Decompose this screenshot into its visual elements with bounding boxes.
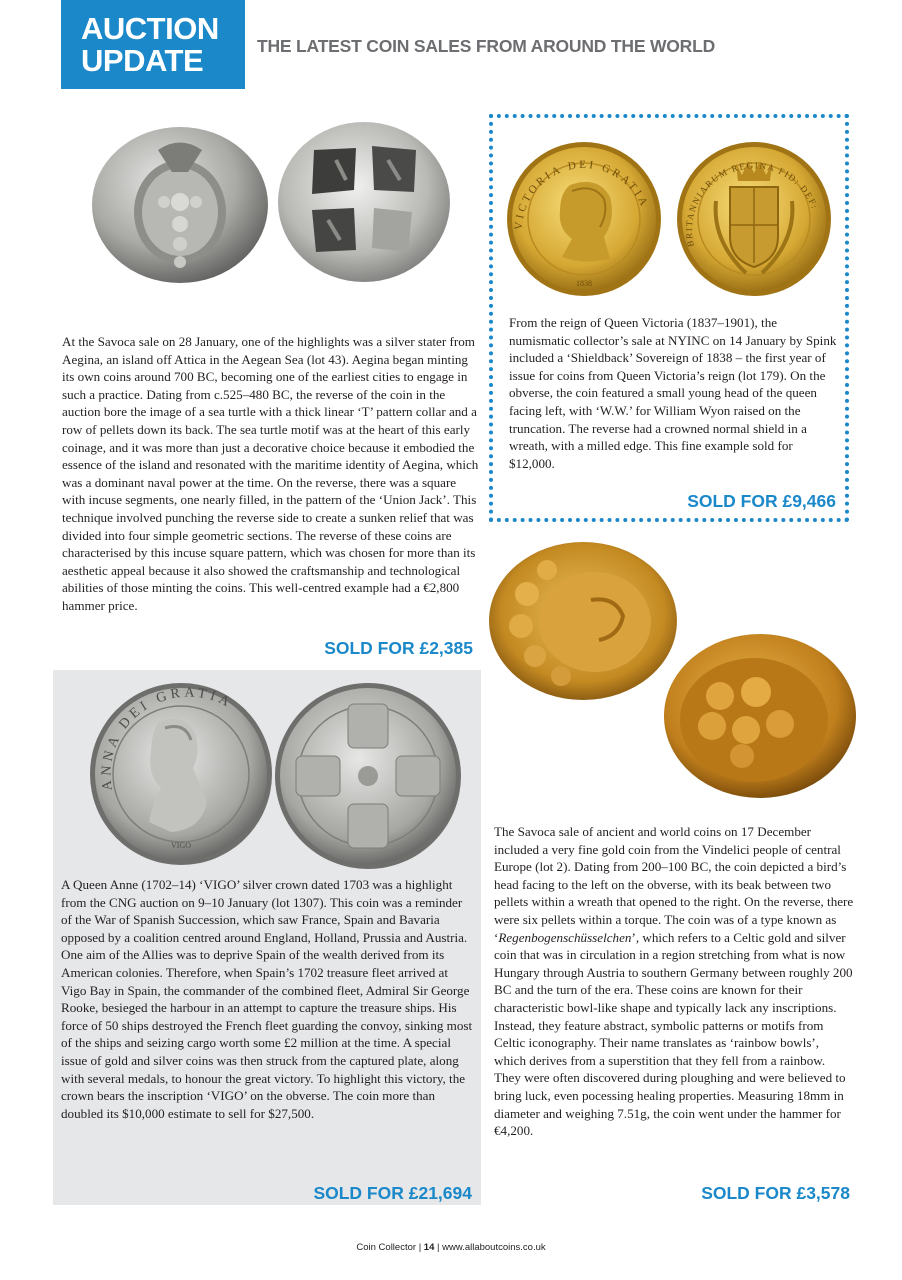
anne-sold-price: SOLD FOR £21,694 [313,1183,472,1203]
footer-website[interactable]: www.allaboutcoins.co.uk [442,1242,546,1253]
anne-obverse-legend: ANNA DEI GRATIA [99,685,236,792]
celtic-italic-term: Regenbogenschüsselchen [498,929,632,945]
svg-text:ANNA DEI GRATIA [99,685,235,791]
footer-separator: | [418,1242,424,1253]
victoria-article-text: From the reign of Queen Victoria (1837–1901), the numismatic collector’s sale at NYINC on 14 January by Spink included a ‘Shieldback’ Sovereign of 1838 – the first year of issue for coins from Queen Victoria’s reign (lot 179). On the obverse, the coin featured a small young head of the queen facing left, with ‘W.W.’ for William Wyon raised on the truncation. The reverse had a crowned normal shield in a wreath, with a milled edge. This fine example sold for $12,000. [509,315,837,471]
footer-separator: | [437,1242,443,1253]
celtic-text-part-1: The Savoca sale of ancient and world coins on 17 December included a very fine gold coin from the Vindelici people of central Europe (lot 2). Dating from 200–100 BC, the coin depicted a bird’s head facing to the left on the obverse, with its beak between two pellets within a wreath that opened to the right. On the reverse, there were six pellets within a torque. The coin was of a type known as ‘ [494,824,854,945]
badge-line-1: AUCTION [81,11,219,46]
celtic-text-part-2: ’, which refers to a Celtic gold and silver coin that was in circulation in a region stretching from what is now Hungary through Austria to southern Germany between roughly 200 BC and the turn of the era. These coins are known for their characteristic bowl-like shape and typically lack any inscriptions. Instead, they feature abstract, symbolic patterns or motifs from Celtic iconography. Their name translates as ‘rainbow bowls’, which derives from a superstition that they fell from a rainbow. They were often discovered during ploughing and were believed to bring luck, even pocessing healing properties. Measuring 18mm in diameter and weighing 7.51g, the coin went under the hammer for €4,200. [494,929,853,1139]
victoria-sold-price: SOLD FOR £9,466 [687,491,836,511]
aegina-article-text: At the Savoca sale on 28 January, one of the highlights was a silver stater from Aegina, an island off Attica in the Aegean Sea (lot 43). Aegina began minting its own coins around 700 BC, becoming one of the earliest cities to engage in such a practice. Dating from c.525–480 BC, the reverse of the coin in the auction bore the image of a sea turtle with a thick linear ‘T’ pattern collar and a row of pellets down its back. The sea turtle motif was at the heart of this early coinage, and it was more than just a decorative choice because it embodied the essence of the island and resonated with the maritime identity of Aegina, which was a dominant naval power at the time. On the reverse, there was a square with incuse segments, one nearly filled, in the pattern of the ‘Union Jack’. This technique involved punching the reverse side to create a sunken relief that was divided into four simple geometric sections. The reverse of these coins are characterised by this incuse square pattern, which was chosen for more than its aesthetic appeal because it also showed the craftsmanship and technological abilities of those minting the coins. This well-centred example had a €2,800 hammer price. [62,334,479,613]
badge-line-2: UPDATE [81,43,204,78]
anne-article-text: A Queen Anne (1702–14) ‘VIGO’ silver crown dated 1703 was a highlight from the CNG auction on 9–10 January (lot 1307). This coin was a reminder of the War of Spanish Succession, which saw France, Spain and Bavaria opposed by a coalition centred around England, Holland, Prussia and Austria. One aim of the Allies was to deprive Spain of the wealth derived from its American colonies. Therefore, when Spain’s 1702 treasure fleet arrived at Vigo Bay in Spain, the commander of the combined fleet, Admiral Sir George Rooke, besieged the harbour in an attempt to capture the treasure ships. His force of 50 ships destroyed the French fleet guarding the convoy, sinking most of the ships and seizing cargo worth some £2 million at the time. A special issue of gold and silver coins was then struck from the captured plate, along with several medals, to honour the great victory. To highlight this victory, the crown bears the inscription ‘VIGO’ on the obverse. The coin more than doubled its $10,000 estimate to sell for $27,500. [61,877,473,1121]
victoria-coin-date: 1838 [576,279,592,288]
celtic-sold-price: SOLD FOR £3,578 [701,1183,850,1203]
svg-text:BRITANNIARUM REGINA FID: DEF: [684,160,820,247]
page-subtitle: THE LATEST COIN SALES FROM AROUND THE WORLD [257,36,716,56]
anne-vigo-mark: VIGO [171,841,191,850]
svg-text:VICTORIA DEI GRATIA [513,159,651,230]
victoria-obverse-legend: VICTORIA DEI GRATIA [512,158,651,231]
footer-page-number: 14 [423,1242,435,1253]
footer-magazine: Coin Collector [356,1242,417,1253]
aegina-sold-price: SOLD FOR £2,385 [324,638,473,658]
victoria-reverse-legend: BRITANNIARUM REGINA FID: DEF: [683,160,821,248]
